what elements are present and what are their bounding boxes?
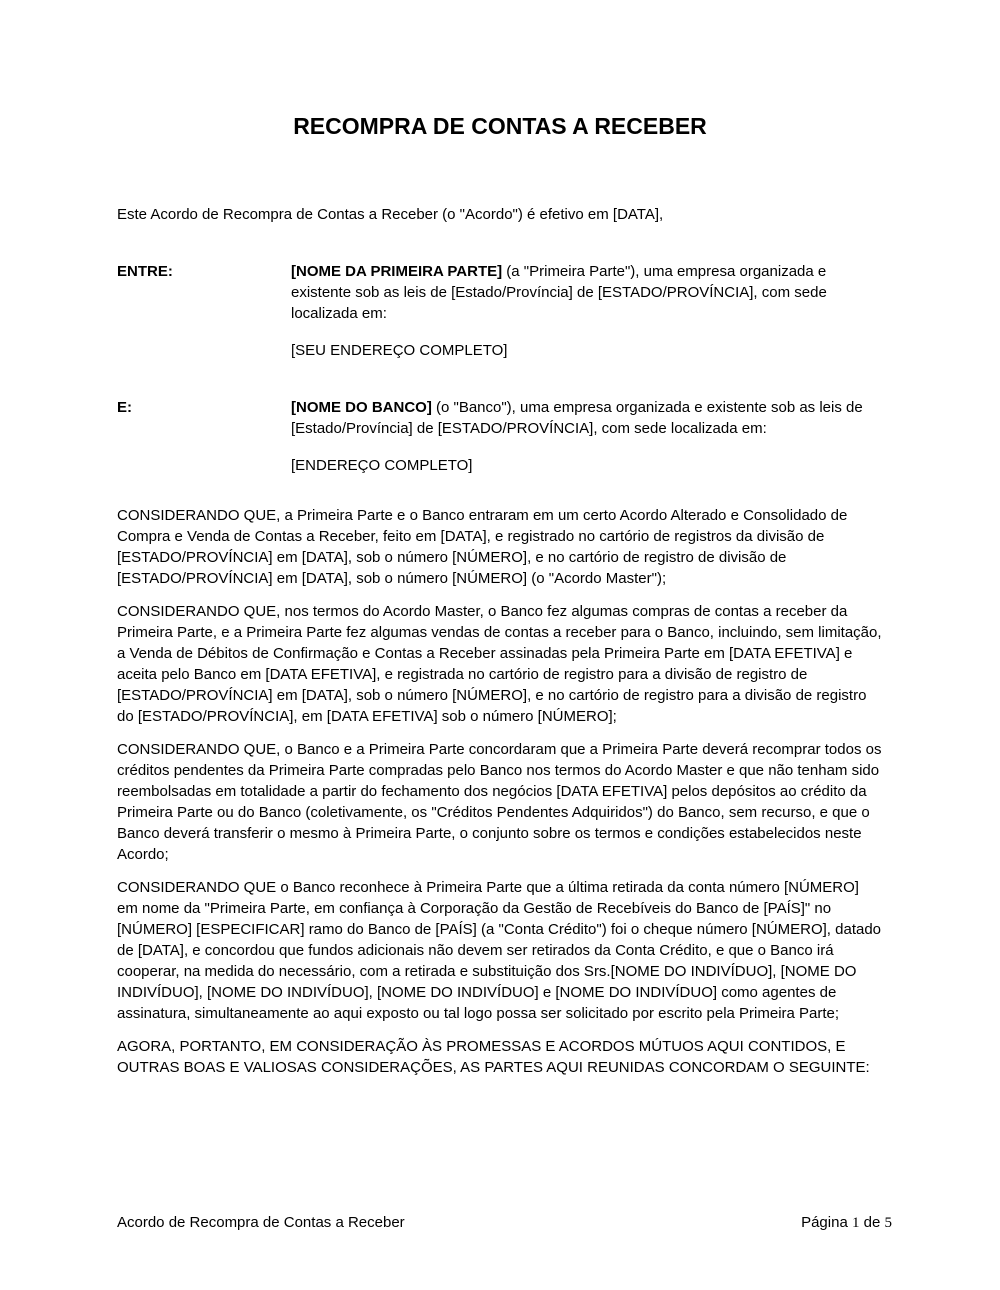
party-address-placeholder: [ENDEREÇO COMPLETO] bbox=[291, 457, 473, 474]
party-description bbox=[291, 397, 883, 439]
recital-paragraph-2: CONSIDERANDO QUE, nos termos do Acordo Master, o Banco fez algumas compras de contas a receber da Primeira Parte, e a Primeira Parte fez algumas vendas de contas a receber para o Banco, incluindo, sem limitação, a Venda de Débitos de Confirmação e Contas a Receber assinadas pela Primeira Parte em [DATA EFETIVA] e aceita pelo Banco em [DATA EFETIVA], e registrada no cartório de registro para a divisão de registro de [ESTADO/PROVÍNCIA] em [DATA], sob o número [NÚMERO], e no cartório de registro para a divisão de registro do [ESTADO/PROVÍNCIA], em [DATA EFETIVA] sob o número [NÚMERO]; bbox=[117, 603, 882, 725]
party-address-placeholder: [SEU ENDEREÇO COMPLETO] bbox=[291, 342, 508, 359]
recital-paragraph-1: CONSIDERANDO QUE, a Primeira Parte e o Banco entraram em um certo Acordo Alterado e Consolidado de Compra e Venda de Contas a Receber, feito em [DATA], e registrado no cartório de registros da divisão de [ESTADO/PROVÍNCIA] em [DATA], sob o número [NÚMERO], e no cartório de registro de divisão de [ESTADO/PROVÍNCIA] em [DATA], sob o número [NÚMERO] (o "Acordo Master"); bbox=[117, 507, 848, 587]
intro-paragraph: Este Acordo de Recompra de Contas a Receber (o "Acordo") é efetivo em [DATA], bbox=[117, 206, 664, 223]
party-description-rest: (a "Primeira Parte"), uma empresa organizada e existente sob as leis de [Estado/Província] de [ESTADO/PROVÍNCIA], com sede localizada em: bbox=[291, 263, 827, 322]
recital-paragraph-4: CONSIDERANDO QUE o Banco reconhece à Primeira Parte que a última retirada da conta número [NÚMERO] em nome da "Primeira Parte, em confiança à Corporação da Gestão de Recebíveis do Banco de [PAÍS]" no [NÚMERO] [ESPECIFICAR] ramo do Banco de [PAÍS] (a "Conta Crédito") foi o cheque número [NÚMERO], datado de [DATA], e concordou que fundos adicionais não devem ser retirados da Conta Crédito, e que o Banco irá cooperar, na medida do necessário, com a retirada e substituição dos Srs.[NOME DO INDIVÍDUO], [NOME DO INDIVÍDUO], [NOME DO INDIVÍDUO], [NOME DO INDIVÍDUO] e [NOME DO INDIVÍDUO] como agentes de assinatura, simultaneamente ao aqui exposto ou tal logo possa ser solicitado por escrito pela Primeira Parte; bbox=[117, 879, 882, 1022]
party-block-bank bbox=[117, 397, 883, 476]
footer-document-title: Acordo de Recompra de Contas a Receber bbox=[117, 1214, 405, 1231]
party-label-e: E: bbox=[117, 399, 132, 416]
party-body bbox=[291, 261, 883, 361]
footer-page-indicator bbox=[801, 1212, 892, 1234]
recital-paragraph-3: CONSIDERANDO QUE, o Banco e a Primeira Parte concordaram que a Primeira Parte deverá recomprar todos os créditos pendentes da Primeira Parte compradas pelo Banco nos termos do Acordo Master e que não tenham sido reembolsadas em totalidade a partir do fechamento dos negócios [DATA EFETIVA] pelos depósitos ao crédito da Primeira Parte ou do Banco (coletivamente, os "Créditos Pendentes Adquiridos") do Banco, sem recurso, e que o Banco deverá transferir o mesmo à Primeira Parte, o conjunto sobre os termos e condições estabelecidos neste Acordo; bbox=[117, 741, 882, 863]
now-therefore-paragraph: AGORA, PORTANTO, EM CONSIDERAÇÃO ÀS PROMESSAS E ACORDOS MÚTUOS AQUI CONTIDOS, E OUTRAS BOAS E VALIOSAS CONSIDERAÇÕES, AS PARTES AQUI REUNIDAS CONCORDAM O SEGUINTE: bbox=[117, 1038, 870, 1076]
party-name-placeholder: [NOME DO BANCO] bbox=[291, 399, 432, 416]
party-body bbox=[291, 397, 883, 476]
footer-page-label: Página bbox=[801, 1214, 848, 1231]
footer-total-pages: 5 bbox=[884, 1215, 892, 1231]
party-label-entre: ENTRE: bbox=[117, 263, 173, 280]
party-description-rest: (o "Banco"), uma empresa organizada e existente sob as leis de [Estado/Província] de [ESTADO/PROVÍNCIA], com sede localizada em: bbox=[291, 399, 863, 437]
party-description bbox=[291, 261, 883, 324]
party-name-placeholder: [NOME DA PRIMEIRA PARTE] bbox=[291, 263, 503, 280]
footer-page-number: 1 bbox=[851, 1215, 860, 1231]
page-footer bbox=[117, 1212, 892, 1234]
party-block-first-party bbox=[117, 261, 883, 361]
document-title: RECOMPRA DE CONTAS A RECEBER bbox=[293, 113, 707, 139]
footer-of-label: de bbox=[863, 1214, 881, 1231]
